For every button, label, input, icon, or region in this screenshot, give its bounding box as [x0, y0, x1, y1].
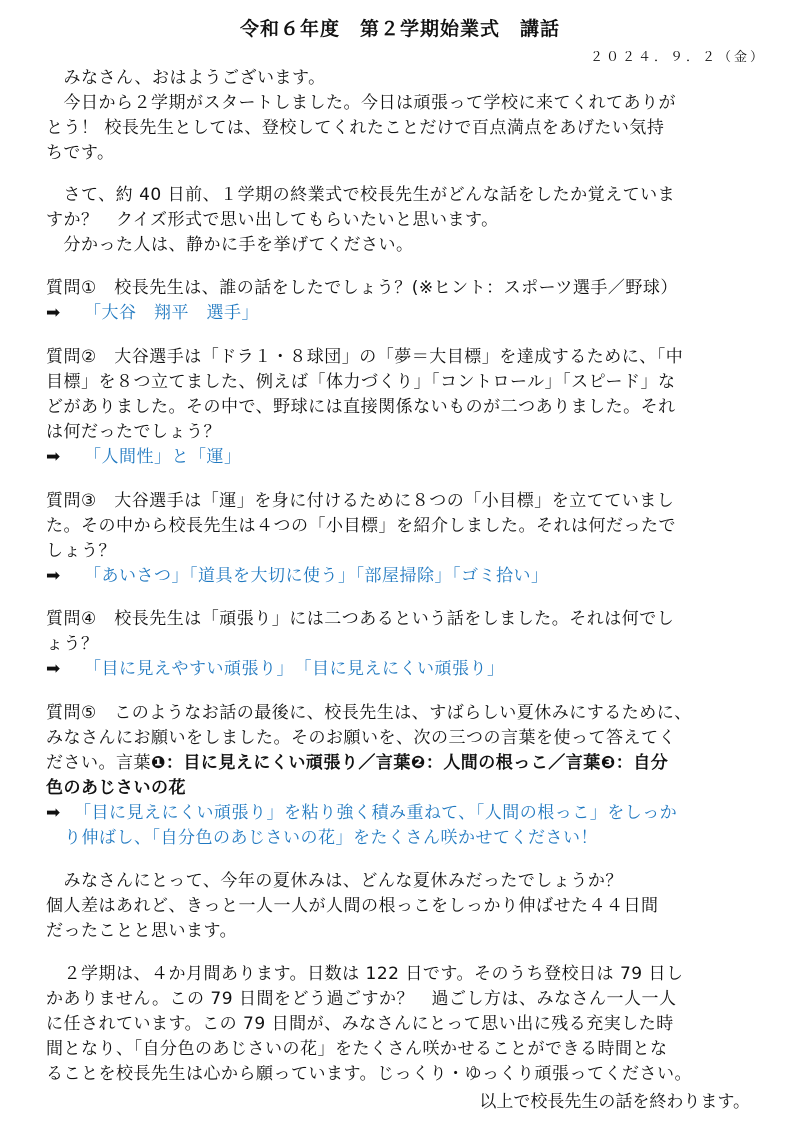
question-2-line: どがありました。その中で、野球には直接関係ないものが二つありました。それ [46, 397, 676, 417]
answer-2 [46, 445, 766, 469]
answer-2-text: 「人間性」と「運」 [84, 447, 242, 467]
arrow-right-icon: ➡ [46, 659, 61, 679]
question-2-line: 質問② 大谷選手は「ドラ１・８球団」の「夢＝大目標」を達成するために、「中 [46, 347, 684, 367]
arrow-right-icon: ➡ [46, 566, 61, 586]
page-title: 令和６年度 第２学期始業式 講話 [239, 18, 560, 40]
question-5-line: 色のあじさいの花 [46, 778, 186, 798]
outro-line: かありません。この 79 日間をどう過ごすか？ 過ごし方は、みなさん一人一人 [46, 989, 677, 1009]
word-3-number: ❸ [600, 753, 616, 773]
outro-line: みなさんにとって、今年の夏休みは、どんな夏休みだったでしょうか？ [46, 871, 623, 891]
intro-line: さて、約 40 日前、１学期の終業式で校長先生がどんな話をしたか覚えていま [46, 185, 676, 205]
outro-line: 個人差はあれど、きっと一人一人が人間の根っこをしっかり伸ばせた４４日間 [46, 896, 659, 916]
speech-date: ２０２４．９．２（金） [589, 50, 766, 65]
answer-3-text: 「あいさつ」「道具を大切に使う」「部屋掃除」「ゴミ拾い」 [84, 566, 549, 586]
question-4-line: 質問④ 校長先生は「頑張り」には二つあるという話をしました。それは何でし [46, 609, 675, 629]
answer-5-continued: り伸ばし、「自分色のあじさいの花」をたくさん咲かせてください！ [64, 828, 598, 848]
outro-line: だったことと思います。 [46, 921, 238, 941]
question-5-line: みなさんにお願いをしました。そのお願いを、次の三つの言葉を使って答えてく [46, 728, 676, 748]
answer-4-text: 「目に見えやすい頑張り」 「目に見えにくい頑張り」 [84, 659, 505, 679]
question-3-line: 質問③ 大谷選手は「運」を身に付けるために８つの「小目標」を立てていまし [46, 491, 675, 511]
answer-3 [46, 564, 766, 588]
word-1-number: ❶ [151, 753, 166, 773]
intro-line: ちです。 [46, 143, 115, 163]
question-5-words-intro: ださい。言葉 [46, 753, 151, 773]
word-2-text: ：人間の根っこ／言葉 [425, 753, 601, 773]
answer-5-text: 「目に見えにくい頑張り」を粘り強く積み重ねて、「人間の根っこ」をしっか [74, 803, 678, 823]
intro-line: とう！ 校長先生としては、登校してくれたことだけで百点満点をあげたい気持 [46, 118, 665, 138]
answer-1-text: 「大谷 翔平 選手」 [84, 303, 259, 323]
arrow-right-icon: ➡ [46, 447, 61, 467]
outro-line: に任されています。この 79 日間が、みなさんにとって思い出に残る充実した時 [46, 1014, 674, 1034]
question-3-line: しょう？ [46, 541, 116, 561]
word-3-text: ：自分 [615, 753, 669, 773]
closing-line: 以上で校長先生の話を終わります。 [479, 1092, 750, 1112]
outro-line: ２学期は、４か月間あります。日数は 122 日です。そのうち登校日は 79 日し [46, 964, 684, 984]
question-1: 質問① 校長先生は、誰の話をしたでしょう？(※ヒント：スポーツ選手／野球） [46, 278, 678, 298]
answer-1 [46, 301, 766, 325]
question-5-line: 質問⑤ このようなお話の最後に、校長先生は、すばらしい夏休みにするために、 [46, 703, 692, 723]
intro-line: 今日から２学期がスタートしました。今日は頑張って学校に来てくれてありが [46, 93, 676, 113]
arrow-right-icon: ➡ [46, 303, 61, 323]
arrow-right-icon: ➡ [46, 803, 61, 823]
answer-5 [46, 801, 766, 825]
intro-line: 分かった人は、静かに手を挙げてください。 [46, 235, 414, 255]
question-3-line: た。その中から校長先生は４つの「小目標」を紹介しました。それは何だったで [46, 516, 676, 536]
intro-line: すか？ クイズ形式で思い出してもらいたいと思います。 [46, 210, 499, 230]
question-5-line [46, 751, 766, 775]
question-2-line: は何だったでしょう？ [46, 422, 221, 442]
outro-line: ることを校長先生は心から願っています。じっくり・ゆっくり頑張ってください。 [46, 1064, 692, 1084]
question-4-line: ょう？ [46, 634, 99, 654]
intro-line: みなさん、おはようございます。 [46, 68, 326, 88]
answer-4 [46, 657, 766, 681]
outro-line: 間となり、「自分色のあじさいの花」をたくさん咲かせることができる時間とな [46, 1039, 668, 1059]
word-1-text: ：目に見えにくい頑張り／言葉 [165, 753, 411, 773]
word-2-number: ❷ [410, 753, 426, 773]
question-2-line: 目標」を８つ立てました、例えば「体力づくり」「コントロール」「スピード」な [46, 372, 676, 392]
